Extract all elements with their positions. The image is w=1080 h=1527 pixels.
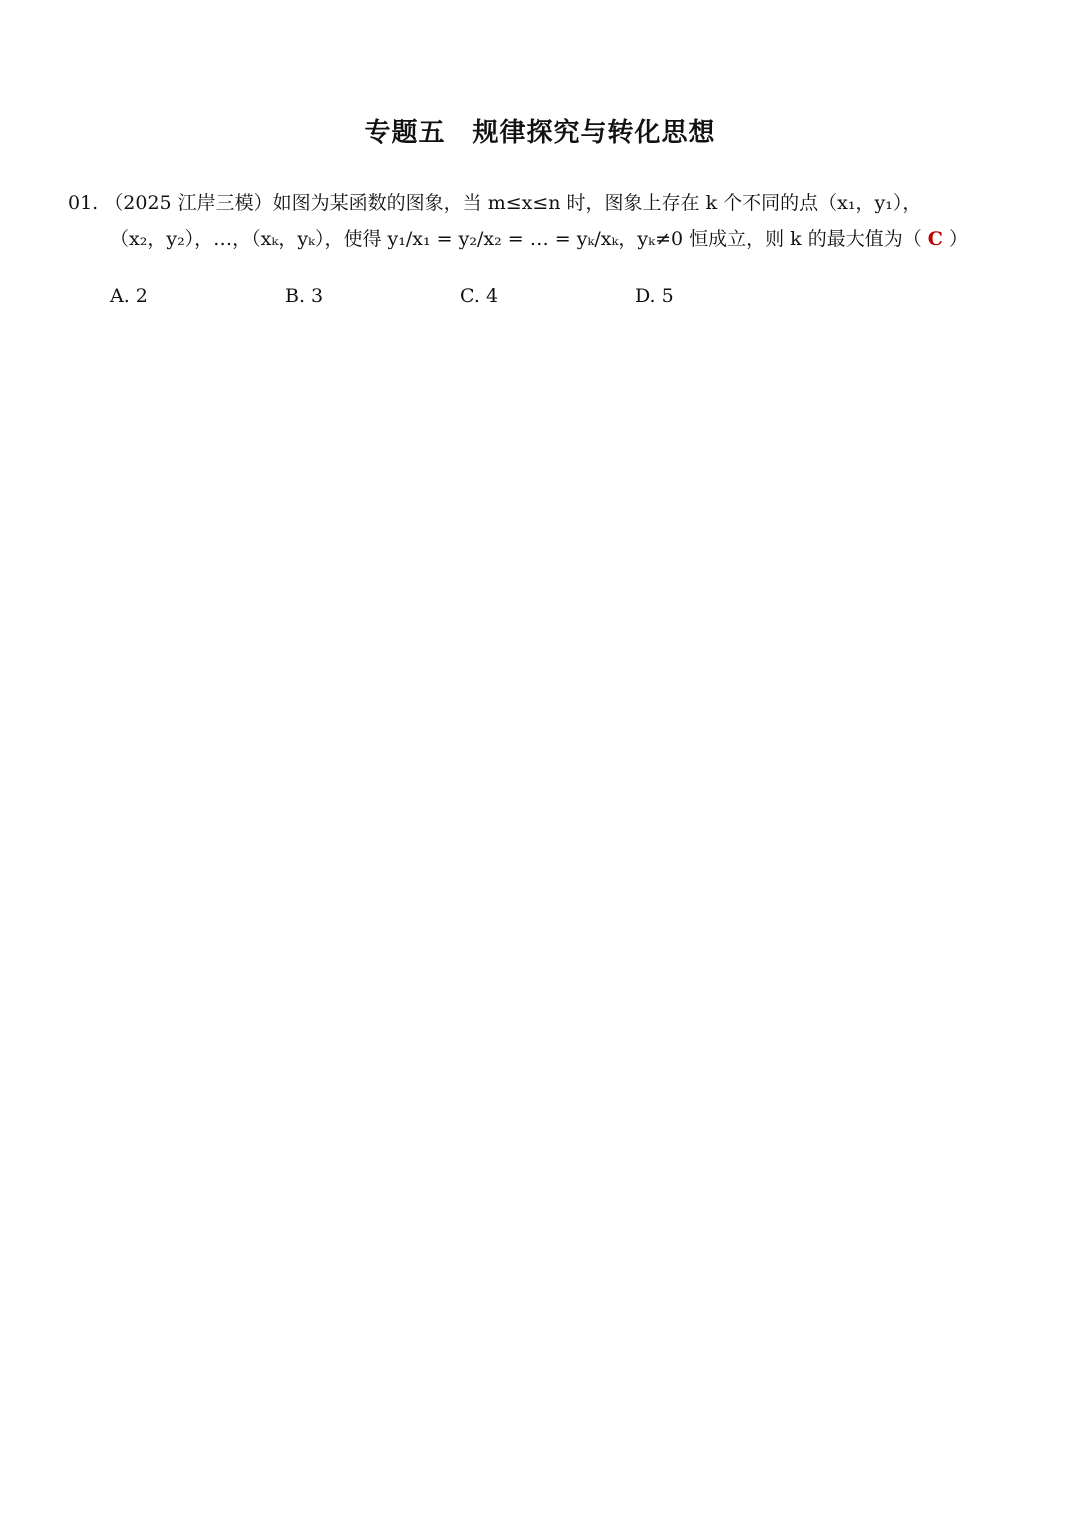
question-number: 01.	[68, 192, 99, 214]
question-1	[68, 185, 998, 257]
page-title: 专题五 规律探究与转化思想	[364, 118, 716, 148]
option-a: A. 2	[110, 285, 148, 307]
option-d: D. 5	[635, 285, 674, 307]
page	[0, 0, 1080, 600]
question-text-line-2: （x₂，y₂），…，（xₖ，yₖ），使得 y₁/x₁ = y₂/x₂ = … = yₖ/xₖ，yₖ≠0 恒成立，则 k 的最大值为（	[110, 228, 922, 250]
answer: C	[927, 228, 943, 250]
option-c: C. 4	[460, 285, 499, 307]
question-text-line-1: （2025 江岸三模）如图为某函数的图象，当 m≤x≤n 时，图象上存在 k 个不同的点（x₁，y₁），	[104, 192, 922, 214]
answer-bracket-close: ）	[948, 228, 968, 250]
question-1-options	[110, 285, 810, 307]
option-b: B. 3	[285, 285, 324, 307]
